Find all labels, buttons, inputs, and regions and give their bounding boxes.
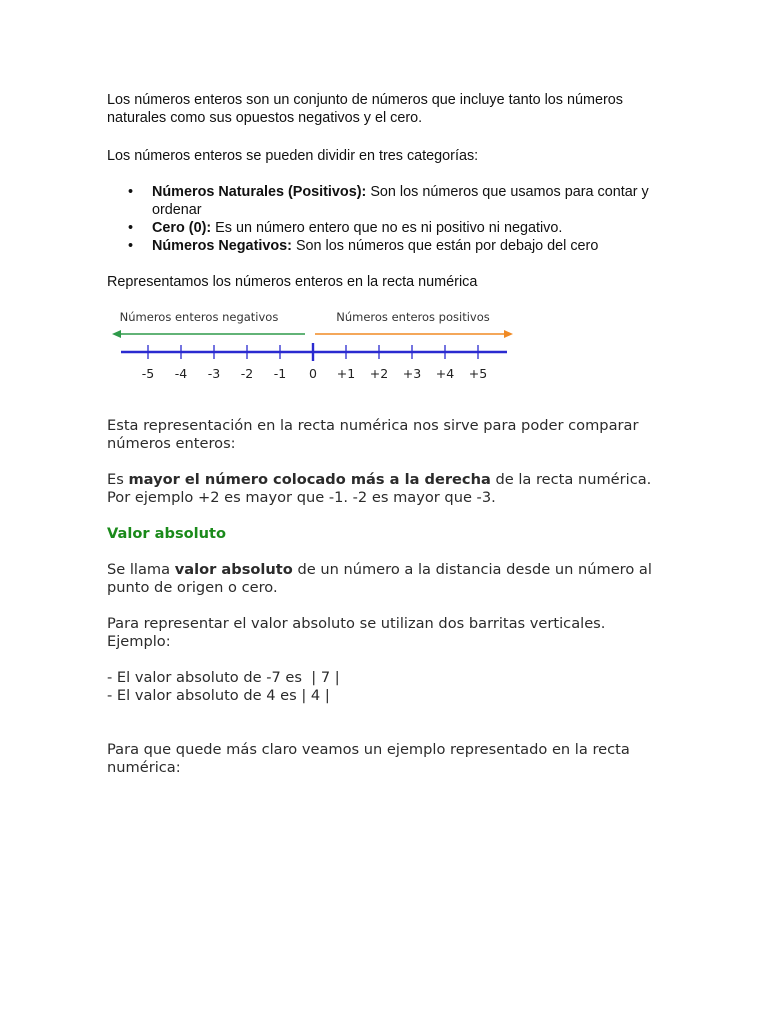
list-item	[128, 219, 667, 237]
absolute-definition-pre: Se llama	[107, 561, 175, 578]
compare-rule-pre: Es	[107, 471, 129, 488]
tick-label: -4	[174, 366, 188, 381]
number-line-figure	[109, 307, 529, 385]
compare-paragraph: Esta representación en la recta numérica nos sirve para poder comparar números enteros:	[107, 417, 639, 452]
category-desc: Son los números que están por debajo del cero	[291, 238, 599, 254]
bullet-icon: •	[128, 220, 134, 236]
category-term: Números Naturales (Positivos):	[152, 184, 367, 200]
tick-label: +2	[369, 366, 389, 381]
category-desc: Es un número entero que no es ni positivo ni negativo.	[211, 220, 563, 236]
example-line: - El valor absoluto de -7 es | 7 |	[107, 669, 340, 686]
positive-arrow-head-icon	[504, 330, 513, 338]
compare-rule-post: de la recta numérica. Por ejemplo +2 es mayor que -1. -2 es mayor que -3.	[107, 471, 652, 506]
absolute-definition	[107, 561, 667, 597]
categories-list	[107, 183, 667, 255]
tick-label: -5	[141, 366, 155, 381]
list-item	[128, 183, 667, 219]
absolute-notation: Para representar el valor absoluto se utilizan dos barritas verticales. Ejemplo:	[107, 615, 606, 650]
tick-label: +4	[435, 366, 455, 381]
absolute-definition-post: de un número a la distancia desde un número al punto de origen o cero.	[107, 561, 652, 596]
numberline-intro: Representamos los números enteros en la recta numérica	[107, 274, 478, 290]
categories-intro: Los números enteros se pueden dividir en tres categorías:	[107, 148, 479, 164]
document-page	[107, 91, 667, 777]
compare-rule-bold: mayor el número colocado más a la derecha	[128, 471, 491, 488]
bullet-icon: •	[128, 238, 134, 254]
category-term: Números Negativos:	[152, 238, 292, 254]
tick-label: +3	[402, 366, 422, 381]
bullet-icon: •	[128, 184, 134, 200]
tick-label: +5	[468, 366, 488, 381]
tick-label: -2	[240, 366, 254, 381]
category-desc: Son los números que usamos para contar y ordenar	[152, 184, 649, 218]
absolute-definition-bold: valor absoluto	[174, 561, 293, 578]
tick-label: -3	[207, 366, 221, 381]
positive-label: Números enteros positivos	[336, 310, 490, 324]
tick-group	[142, 343, 487, 381]
tick-label: -1	[273, 366, 287, 381]
closing-paragraph: Para que quede más claro veamos un ejemplo representado en la recta numérica:	[107, 741, 630, 776]
negative-arrow-head-icon	[112, 330, 121, 338]
negative-label: Números enteros negativos	[119, 310, 279, 324]
compare-rule	[107, 471, 667, 507]
tick-label: +1	[336, 366, 356, 381]
section-heading: Valor absoluto	[107, 525, 227, 542]
list-item	[128, 237, 667, 255]
tick-label: 0	[309, 366, 317, 381]
category-term: Cero (0):	[152, 220, 212, 236]
intro-paragraph: Los números enteros son un conjunto de números que incluye tanto los números naturales como sus opuestos negativos y el cero.	[107, 92, 623, 126]
example-line: - El valor absoluto de 4 es | 4 |	[107, 687, 330, 704]
